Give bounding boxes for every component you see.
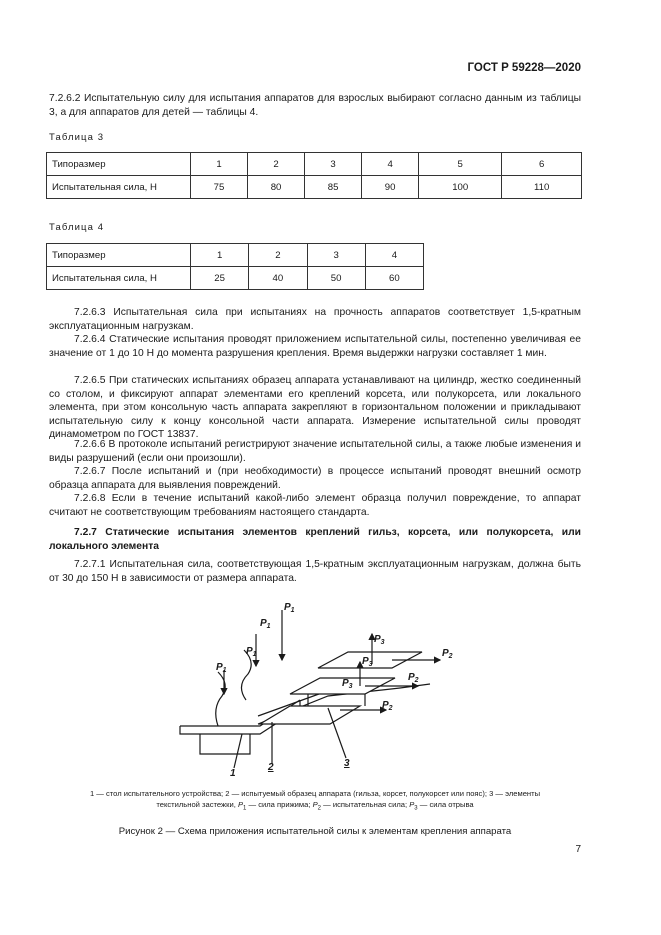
table-cell: 6 (502, 153, 582, 176)
table-cell: 4 (362, 153, 419, 176)
table-cell: 25 (191, 267, 249, 290)
figure-legend (49, 788, 581, 815)
label-p1: $P_1$ (216, 662, 227, 674)
table-cell: 100 (419, 176, 502, 199)
page-number: 7 (575, 844, 581, 855)
table-4 (46, 243, 424, 290)
section-heading-7-2-7: 7.2.7 Статические испытания элементов креплений гильз, корсета, или полукорсета, или локального элемента (49, 527, 581, 552)
table-cell: 3 (305, 153, 362, 176)
table-cell: 90 (362, 176, 419, 199)
table-row (47, 176, 582, 199)
table-cell: 110 (502, 176, 582, 199)
textile-plate (260, 706, 360, 724)
table-cell: 80 (248, 176, 305, 199)
label-p3: $P_3$ (374, 634, 385, 646)
paragraph-7-2-6-6: 7.2.6.6 В протоколе испытаний регистрируют значение испытательной силы, а также любые изменения и виды разрушений (если они произошли). (49, 439, 581, 464)
figure-2-diagram (160, 596, 500, 776)
table-cell: 1 (191, 153, 248, 176)
table-row (47, 244, 424, 267)
label-2: 2 (268, 762, 274, 773)
table-4-caption: Таблица 4 (49, 222, 105, 233)
paragraph-7-2-6-5: 7.2.6.5 При статических испытаниях образец аппарата устанавливают на цилиндр, жестко соединенный со столом, и фиксируют аппарат элементами его креплений корсета, или полукорсета, или локального элемента, при этом консольную часть аппарата закрепляют в горизонтальном положении и прикладывают испытательную силу к концу консольной части аппарата. Измерение испытательной силы проводят динамометром по ГОСТ 13837. (49, 375, 581, 441)
standard-header: ГОСТ Р 59228—2020 (467, 62, 581, 74)
label-p1: $P_1$ (260, 618, 271, 630)
paragraph-7-2-6-3: 7.2.6.3 Испытательная сила при испытаниях на прочность аппаратов соответствует 1,5-кратным эксплуатационным нагрузкам. (49, 307, 581, 332)
label-3: 3 (344, 758, 350, 769)
table-cell: 4 (365, 244, 423, 267)
table-3 (46, 152, 582, 199)
table-row (47, 267, 424, 290)
label-p2: $P_2$ (382, 700, 393, 712)
table-row (47, 153, 582, 176)
table-cell: 60 (365, 267, 423, 290)
paragraph-7-2-6-2: 7.2.6.2 Испытательную силу для испытания аппаратов для взрослых выбирают согласно данным из таблицы 3, а для аппаратов для детей — таблицы 4. (49, 93, 581, 118)
test-table-leg (200, 734, 250, 754)
table-cell: 75 (191, 176, 248, 199)
table-cell: Испытательная сила, Н (47, 176, 191, 199)
label-p1: $P_1$ (284, 602, 295, 614)
table-cell: Испытательная сила, Н (47, 267, 191, 290)
label-p2: $P_2$ (442, 648, 453, 660)
table-cell: 2 (249, 244, 307, 267)
table-3-caption: Таблица 3 (49, 132, 105, 143)
paragraph-7-2-6-4: 7.2.6.4 Статические испытания проводят приложением испытательной силы, постепенно увеличивая ее значение от 1 до 10 Н до момента разрушения крепления. Время выдержки нагрузки составляет 1 мин. (49, 334, 581, 359)
table-cell: 3 (307, 244, 365, 267)
label-p3: $P_3$ (342, 678, 353, 690)
legend-line: текстильной застежки, $P_1$ — сила прижима; $P_2$ — испытательная сила; $P_3$ — сила отрыва (156, 800, 474, 812)
table-cell: Типоразмер (47, 244, 191, 267)
table-cell: 1 (191, 244, 249, 267)
table-cell: 2 (248, 153, 305, 176)
legend-line: 1 — стол испытательного устройства; 2 — испытуемый образец аппарата (гильза, корсет, полукорсет или пояс); 3 — элементы (89, 789, 541, 798)
paragraph-7-2-6-8: 7.2.6.8 Если в течение испытаний какой-либо элемент образца получил повреждение, то аппарат считают не соответствующим требованиям настоящего стандарта. (49, 493, 581, 518)
paragraph-7-2-6-7: 7.2.6.7 После испытаний и (при необходимости) в процессе испытаний проводят внешний осмотр образца аппарата для выявления повреждений. (49, 466, 581, 491)
table-cell: Типоразмер (47, 153, 191, 176)
table-cell: 50 (307, 267, 365, 290)
label-1: 1 (230, 768, 236, 776)
label-p3: $P_3$ (362, 656, 373, 668)
table-cell: 85 (305, 176, 362, 199)
table-cell: 40 (249, 267, 307, 290)
label-p1: $P_1$ (246, 646, 257, 658)
label-p2: $P_2$ (408, 672, 419, 684)
wavy-line (241, 650, 251, 700)
table-cell: 5 (419, 153, 502, 176)
paragraph-7-2-7-1: 7.2.7.1 Испытательная сила, соответствующая 1,5-кратным эксплуатационным нагрузкам, должна быть от 30 до 150 Н в зависимости от размера аппарата. (49, 559, 581, 584)
figure-caption: Рисунок 2 — Схема приложения испытательной силы к элементам крепления аппарата (118, 826, 512, 837)
